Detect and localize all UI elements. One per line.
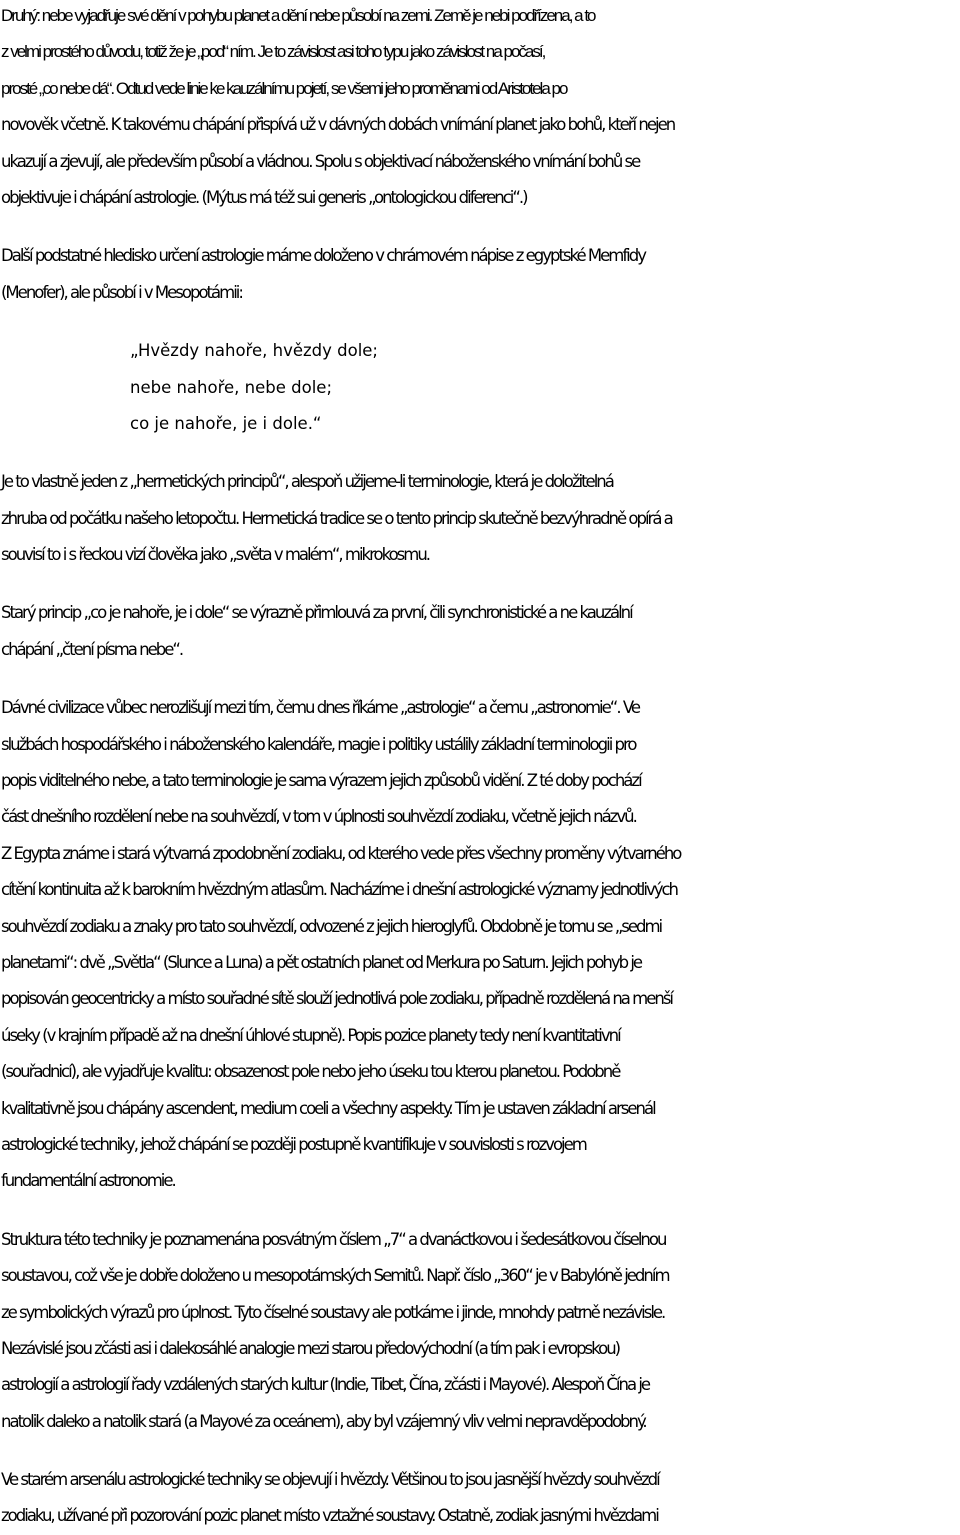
- paragraph-6: [1, 1222, 960, 1440]
- paragraph-gap: [1, 311, 960, 333]
- text-line: z velmi prostého důvodu, totiž že je „pod“ ním. Je to závislost asi toho typu jako závislost na počasí,: [1, 42, 545, 62]
- paragraph-gap: [1, 1200, 960, 1222]
- text-line: ukazují a zjevují, ale především působí a vládnou. Spolu s objektivací náboženského vnímání bohů se: [1, 151, 640, 171]
- paragraph-7: [1, 1462, 960, 1535]
- text-line: Z Egypta známe i stará výtvarná zpodobnění zodiaku, od kterého vede přes všechny proměny výtvarného: [1, 843, 681, 863]
- text-line: Ve starém arsenálu astrologické techniky se objevují i hvězdy. Většinou to jsou jasnější hvězdy souhvězdí: [1, 1470, 659, 1490]
- text-line: souvisí to i s řeckou vizí člověka jako „světa v malém“, mikrokosmu.: [1, 545, 430, 565]
- text-line: popisován geocentricky a místo souřadné sítě slouží jednotlivá pole zodiaku, případně rozdělená na menší: [1, 989, 673, 1009]
- text-line: soustavou, což vše je dobře doloženo u mesopotámských Semitů. Např. číslo „360“ je v Babylóně jedním: [1, 1266, 669, 1286]
- text-line: objektivuje i chápání astrologie. (Mýtus má též sui generis „ontologickou diferenci“.): [1, 187, 527, 207]
- paragraph-gap: [1, 216, 960, 238]
- text-line: chápání „čtení písma nebe“.: [1, 639, 183, 659]
- text-line: službách hospodářského i náboženského kalendáře, magie i politiky ustálily základní terminologii pro: [1, 734, 636, 754]
- text-line: Struktura této techniky je poznamenána posvátným číslem „7“ a dvanáctkovou i šedesátkovou číselnou: [1, 1229, 666, 1249]
- text-line: Nezávislé jsou zčásti asi i dalekosáhlé analogie mezi starou předovýchodní (a tím pak i evropskou): [1, 1338, 620, 1358]
- text-line: prosté „co nebe dá“. Odtud vede linie ke kauzálnímu pojetí, se všemi jeho proměnami od Aristotela po: [1, 78, 567, 98]
- text-line: astrologií a astrologií řady vzdálených starých kultur (Indie, Tibet, Čína, zčásti i Mayové). Alespoň Čína je: [1, 1375, 650, 1395]
- paragraph-gap: [1, 442, 960, 464]
- text-line: souhvězdí zodiaku a znaky pro tato souhvězdí, odvozené z jejich hieroglyfů. Obdobně je tomu se „sedmi: [1, 916, 662, 936]
- text-line: Dávné civilizace vůbec nerozlišují mezi tím, čemu dnes říkáme „astrologie“ a čemu „astronomie“. Ve: [1, 698, 639, 718]
- paragraph-2: [1, 238, 960, 311]
- text-line: Starý princip „co je nahoře, je i dole“ se výrazně přimlouvá za první, čili synchronistické a ne kauzální: [1, 603, 632, 623]
- quote-line: „Hvězdy nahoře, hvězdy dole;: [130, 341, 378, 361]
- paragraph-5: [1, 690, 960, 1199]
- text-line: astrologické techniky, jehož chápání se později postupně kvantifikuje v souvislosti s rozvojem: [1, 1134, 586, 1154]
- text-line: (souřadnicí), ale vyjadřuje kvalitu: obsazenost pole nebo jeho úseku tou kterou planetou. Podobně: [1, 1062, 620, 1082]
- paragraph-gap: [1, 668, 960, 690]
- text-line: natolik daleko a natolik stará (a Mayové za oceánem), aby byl vzájemný vliv velmi nepravděpodobný.: [1, 1411, 646, 1431]
- paragraph-gap: [1, 573, 960, 595]
- paragraph-4: [1, 595, 960, 668]
- quote-line: nebe nahoře, nebe dole;: [130, 377, 333, 397]
- text-line: část dnešního rozdělení nebe na souhvězdí, v tom v úplnosti souhvězdí zodiaku, včetně jejich názvů.: [1, 807, 636, 827]
- text-line: cítění kontinuita až k barokním hvězdným atlasům. Nacházíme i dnešní astrologické významy jednotlivých: [1, 880, 678, 900]
- quote-line: co je nahoře, je i dole.“: [130, 413, 322, 433]
- text-line: úseky (v krajním případě až na dnešní úhlové stupně). Popis pozice planety tedy není kvantitativní: [1, 1025, 620, 1045]
- text-line: Je to vlastně jeden z „hermetických principů“, alespoň užijeme-li terminologie, která je doložitelná: [1, 472, 613, 492]
- text-line: ze symbolických výrazů pro úplnost. Tyto číselné soustavy ale potkáme i jinde, mnohdy patrně nezávisle.: [1, 1302, 665, 1322]
- text-line: zhruba od počátku našeho letopočtu. Hermetická tradice se o tento princip skutečně bezvýhradně opírá a: [1, 508, 672, 528]
- paragraph-gap: [1, 1440, 960, 1462]
- text-line: (Menofer), ale působí i v Mesopotámii:: [1, 282, 242, 302]
- text-line: Další podstatné hledisko určení astrologie máme doloženo v chrámovém nápise z egyptské Memfidy: [1, 246, 645, 266]
- text-line: planetami“: dvě „Světla“ (Slunce a Luna) a pět ostatních planet od Merkura po Saturn. Jejich pohyb je: [1, 952, 642, 972]
- text-line: novověk včetně. K takovému chápání přispívá už v dávných dobách vnímání planet jako bohů, kteří nejen: [1, 115, 675, 135]
- text-line: Druhý: nebe vyjadřuje své dění v pohybu planet a dění nebe působí na zemi. Země je nebi podřízena, a to: [1, 6, 595, 25]
- paragraph-3: [1, 464, 960, 573]
- text-line: kvalitativně jsou chápány ascendent, medium coeli a všechny aspekty. Tím je ustaven základní arsenál: [1, 1098, 655, 1118]
- paragraph-1: [1, 0, 960, 216]
- text-line: popis viditelného nebe, a tato terminologie je sama výrazem jejich způsobů vidění. Z té doby pochází: [1, 771, 641, 791]
- text-line: fundamentální astronomie.: [1, 1171, 175, 1191]
- quotation-block: [1, 333, 960, 442]
- text-line: zodiaku, užívané při pozorování pozic planet místo vztažné soustavy. Ostatně, zodiak jasnými hvězdami: [1, 1506, 658, 1526]
